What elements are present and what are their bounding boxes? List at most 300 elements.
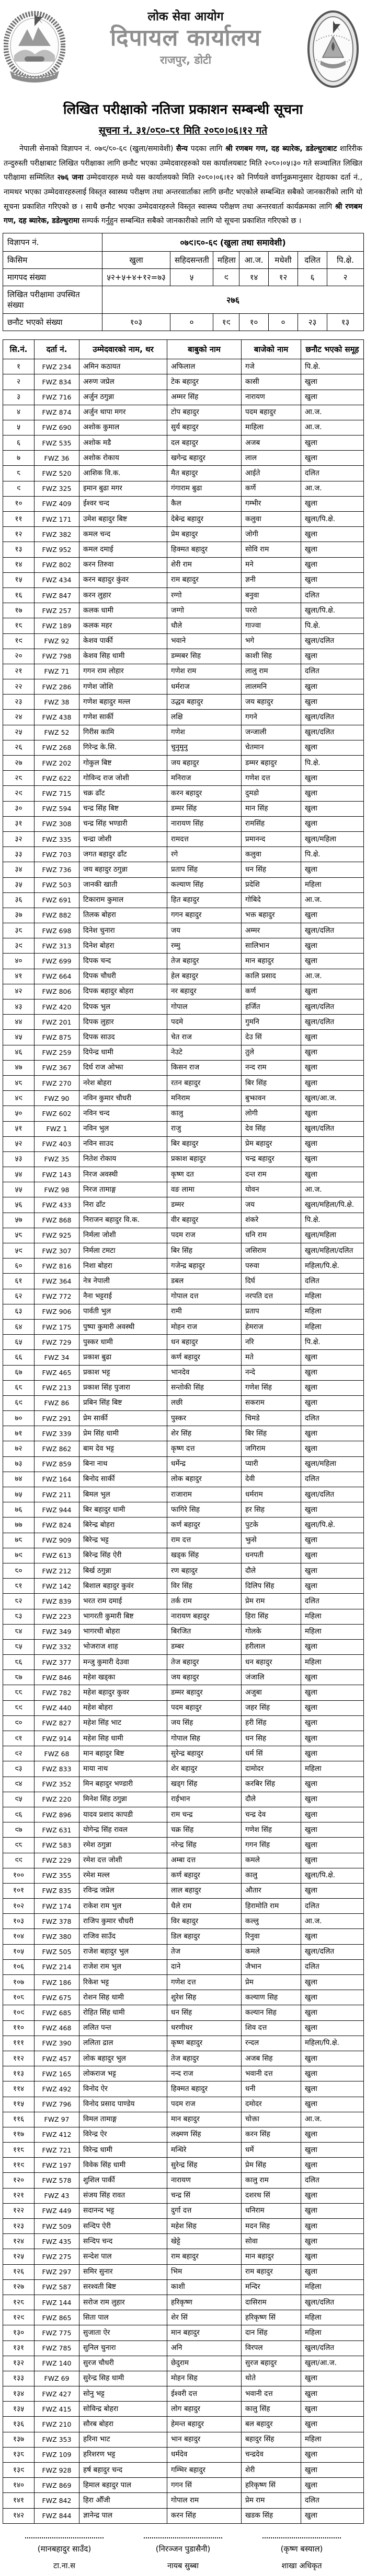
selected-group: खुला [301,2402,364,2417]
grandfather-name: हर्जित [242,999,301,1015]
serial-number: ७७ [3,1518,35,1533]
registration-number: FWZ 38 [35,695,79,710]
grandfather-name: हिरा सिंह [242,1609,301,1624]
table-row [3,969,364,984]
candidate-name: करन बहादुर कुंवर [79,572,167,587]
father-name: चक्र सिंह [167,1822,242,1838]
selected-group: खुला [301,1579,364,1594]
table-row [3,1015,364,1030]
vacancy-summary-table [3,233,364,331]
registration-number: FWZ 438 [35,710,79,725]
table-row [3,2188,364,2203]
registration-number: FWZ 440 [35,1700,79,1715]
grandfather-name: हरिकृष्ण सिं [242,2310,301,2325]
selected-group: खुला [301,2051,364,2066]
selected-group: खुला [301,1685,364,1700]
serial-number: ६ [3,436,35,451]
selected-group: खुला [301,572,364,587]
registration-number: FWZ 703 [35,847,79,862]
candidate-name: जय बहादुर ठगुन्ना [79,862,167,877]
candidate-name: भोजराज शाह [79,1639,167,1654]
serial-number: ११४ [3,2081,35,2097]
table-row [3,587,364,603]
grandfather-name: शंकरे [242,1213,301,1228]
table-header-row [3,340,364,359]
registration-number: FWZ 174 [35,1899,79,1914]
candidate-name: ललिता द्राल [79,2036,167,2051]
candidate-name: सौरब बोहरा [79,2417,167,2432]
father-name: रामी [167,1304,242,1319]
selected-group: दलित [301,1899,364,1914]
selected-group: खुला [301,695,364,710]
father-name: धरणीधर [167,2020,242,2036]
candidate-name: सुनिल चुनारा [79,2340,167,2356]
father-name: शेर सिं [167,2310,242,2325]
grandfather-name: गुमनि [242,1015,301,1030]
table-row [3,1182,364,1197]
serial-number: ३४ [3,862,35,877]
father-name: राम बहादुर [167,572,242,587]
serial-number: ६३ [3,1304,35,1319]
selected-group: खुला/पि.क्षे. [301,603,364,618]
serial-number: ९९ [3,1853,35,1868]
intro-bold-text: सैन्य [176,145,188,153]
candidate-name: अर्जुन ठगुन्ना [79,390,167,405]
grandfather-name: कालि प्रसाद [242,969,301,984]
grandfather-name: कल्लु [242,1914,301,1929]
attendance-count: २७६ [102,286,364,314]
selected-group: खुला [301,1365,364,1380]
serial-number: ११७ [3,2127,35,2142]
signature-block [12,2537,117,2571]
candidate-name: मिनेश सिंह ठगुन्ना [79,1792,167,1807]
selected-group: महिला [301,877,364,892]
serial-number: ४७ [3,1060,35,1075]
registration-number: FWZ 380 [35,1929,79,1944]
table-row [3,2219,364,2234]
selected-group: खुला [301,1075,364,1090]
candidate-name: दिर्घ राज ओझा [79,1060,167,1075]
candidate-name: मिन बहादुर भण्डारी [79,1777,167,1792]
candidate-name: करन तिरुवा [79,557,167,572]
table-row [3,451,364,466]
registration-number: FWZ 378 [35,1914,79,1929]
candidate-name: प्रेम सिंह धामी [79,1426,167,1441]
intro-paragraph [4,142,362,229]
father-name: नरेन्द्र सिंह [167,1838,242,1853]
registration-number: FWZ 223 [35,1609,79,1624]
table-row [3,1121,364,1136]
serial-number: ३२ [3,831,35,846]
father-name: जय [167,923,242,938]
table-row [3,786,364,801]
serial-number: ७४ [3,1472,35,1487]
table-row [3,2143,364,2158]
selected-group: खुला [301,2020,364,2036]
candidate-name: निरज अवस्थी [79,1167,167,1182]
father-name: मनिराज [167,771,242,786]
serial-number: ६२ [3,1289,35,1304]
grandfather-name: धर्मराम [242,1487,301,1502]
summary-row-kisim [3,252,364,269]
signature-dotted-line [144,2537,222,2538]
selected-group: खुला/पि.क्षे. [301,1518,364,1533]
candidate-name: चक्र ढाँट [79,786,167,801]
serial-number: १०८ [3,1990,35,2005]
selected-group: खुला [301,1777,364,1792]
registration-number: FWZ 869 [35,2478,79,2493]
registration-number: FWZ 520 [35,466,79,481]
father-name: जग्गो [167,603,242,618]
grandfather-name: देव सिंह [242,1121,301,1136]
masthead [3,6,363,94]
selected-group: खुला [301,1807,364,1822]
table-row [3,2203,364,2218]
summary-row-magpad [3,269,364,286]
father-name: लाल बहादुर [167,1883,242,1898]
candidate-name: बिरेन्द्र भट्ट [79,1533,167,1548]
selected-group: खुला [301,1060,364,1075]
candidate-name: दिपक भुल [79,999,167,1015]
selected-group: खुला [301,390,364,405]
candidate-name: शुशिल पार्की [79,2173,167,2188]
table-row [3,1639,364,1654]
grandfather-name: लालमनि [242,679,301,695]
registration-number: FWZ 355 [35,1868,79,1883]
selected-group: महिला/पि.क्षे. [301,2036,364,2051]
table-row [3,1197,364,1213]
father-name: डम्मबर सिह [167,649,242,664]
grandfather-name: दमोदर [242,2097,301,2112]
grandfather-name: कालु [242,1868,301,1883]
registration-number: FWZ 202 [35,756,79,771]
table-row [3,954,364,969]
grandfather-name: चन्द्र देव [242,1807,301,1822]
father-name: काशी [167,2279,242,2295]
candidate-name: दिपक चौधरी [79,969,167,984]
grandfather-name: चन्द्रदेव [242,2447,301,2462]
registration-number: FWZ 449 [35,2203,79,2218]
candidate-name: गोविन्द राज जोशी [79,771,167,786]
table-row [3,938,364,954]
grandfather-name: खडक सिंह [242,2508,301,2523]
grandfather-name: करबिर सिंह [242,1777,301,1792]
candidate-name: जगत बहादुर ढाँट [79,847,167,862]
summary-row-upasthit [3,286,364,314]
grandfather-name: मान सिंह [242,801,301,816]
father-name: भान बहादुर [167,2432,242,2447]
grandfather-name: जैभान [242,1959,301,1974]
father-name: राम बहादुर [167,2249,242,2264]
grandfather-name: धनपती [242,1548,301,1563]
father-name: करन बहादुर [167,786,242,801]
selected-group: महिला/पि.क्षे. [301,1258,364,1274]
grandfather-name: अजुबा [242,1685,301,1700]
table-row [3,1624,364,1639]
registration-number: FWZ 140 [35,2356,79,2371]
grandfather-name: प्रताप [242,1304,301,1319]
candidate-name: सिता पाल [79,2310,167,2325]
table-row [3,2356,364,2371]
column-header: बाजेको नाम [242,340,301,359]
registration-number: FWZ 390 [35,2036,79,2051]
registration-number: FWZ 457 [35,2051,79,2066]
registration-number: FWZ 332 [35,1639,79,1654]
serial-number: १४० [3,2478,35,2493]
father-name: लोक बहादुर [167,1472,242,1487]
selected-group: खुला [301,740,364,755]
table-row [3,984,364,999]
candidate-name: बाम देव भट्ट [79,1441,167,1456]
table-row [3,771,364,786]
table-row [3,1899,364,1914]
selected-group: खुला [301,679,364,695]
registration-number: FWZ 286 [35,679,79,695]
serial-number: १२१ [3,2188,35,2203]
serial-number: ३७ [3,908,35,923]
selected-group: खुला [301,1395,364,1410]
father-name: डम्मर बहादुर [167,1685,242,1700]
table-row [3,1715,364,1731]
registration-number: FWZ 715 [35,786,79,801]
serial-number: ८४ [3,1624,35,1639]
selected-group: खुला [301,862,364,877]
table-row [3,618,364,633]
registration-number: FWZ 257 [35,603,79,618]
serial-number: ११२ [3,2051,35,2066]
serial-number: ६० [3,1258,35,1274]
candidate-name: ज्ञानेन्द्र पाल [79,2508,167,2523]
father-name: प्रकाश बहादुर [167,1151,242,1167]
grandfather-name: प्रेम सिंह [242,2158,301,2173]
table-row [3,2325,364,2340]
table-row [3,1426,364,1441]
father-name: अम्मर सिंह [167,390,242,405]
table-row [3,1594,364,1609]
registration-number: FWZ 97 [35,2112,79,2127]
serial-number: १०५ [3,1944,35,1959]
summary-row-chhanot [3,314,364,331]
selected-group: आ.ज. [301,1914,364,1929]
selected-label: छनौट भएको संख्या [3,314,102,331]
table-row [3,481,364,496]
grandfather-name: आईते [242,466,301,481]
selected-group: खुला [301,954,364,969]
table-row [3,1274,364,1289]
table-row [3,527,364,542]
intro-text: शारिरीक तन्दुरुस्ती परीक्षाबाट लिखित परीक्षाका लागि छनौट भएका उम्मेदवारहरुको यस कार्यालयबाट मिति २०८०।०५।३० गते सञ्चालित लिखित परीक्षामा सम्मिलित [4,145,362,182]
father-name: डम्बर [167,1639,242,1654]
registration-number: FWZ 268 [35,740,79,755]
candidate-name: सदानन्द भट्ट [79,2203,167,2218]
serial-number: १४२ [3,2508,35,2523]
table-row [3,1548,364,1563]
selected-group: खुला/दलित [301,710,364,725]
candidate-name: गणेश जोशि [79,679,167,695]
candidate-name: निरा ढाँट [79,1197,167,1213]
table-row [3,1746,364,1761]
candidate-name: दिपक लुहार [79,1015,167,1030]
registration-number: FWZ 492 [35,2081,79,2097]
signature-row [12,2537,354,2571]
candidate-name: हरिना भाट [79,2432,167,2447]
table-row [3,572,364,587]
father-name: हित बहादुर [167,892,242,908]
registration-number: FWZ 509 [35,2219,79,2234]
table-row [3,1731,364,1746]
serial-number: ६६ [3,1350,35,1365]
serial-number: १७ [3,603,35,618]
registration-number: FWZ 535 [35,436,79,451]
grandfather-name: गोबिदे [242,892,301,908]
selected-group: खुला/पि.क्षे. [301,1868,364,1883]
magpad-value: १२ [269,269,298,286]
grandfather-name: दासिराम [242,2295,301,2310]
registration-number: FWZ 349 [35,1624,79,1639]
serial-number: १३५ [3,2402,35,2417]
registration-number: FWZ 465 [35,1365,79,1380]
candidate-name: ललित पन्त [79,2020,167,2036]
grandfather-name: नरि [242,1335,301,1350]
serial-number: १२३ [3,2219,35,2234]
father-name: अफिलाल [167,359,242,374]
grandfather-name: जय बहादुर [242,695,301,710]
selected-group: दलित [301,1959,364,1974]
father-name: कृष्ण दत्त [167,1441,242,1456]
serial-number: ६८ [3,1380,35,1395]
table-row [3,1258,364,1274]
candidate-name: अर्जुन थापा मगर [79,405,167,420]
registration-number: FWZ 325 [35,481,79,496]
selected-group: खुला [301,1350,364,1365]
candidate-name: नविन चन्द [79,1106,167,1121]
registration-number: FWZ 622 [35,771,79,786]
grandfather-name: दिर्घ [242,1274,301,1289]
selected-group: पि.क्षे. [301,618,364,633]
father-name: डम्मर सिंह [167,801,242,816]
serial-number: ४३ [3,999,35,1015]
selected-group: खुला [301,649,364,664]
serial-number: १२६ [3,2264,35,2279]
registration-number: FWZ 833 [35,1761,79,1777]
registration-number: FWZ 335 [35,831,79,846]
serial-number: ८५ [3,1639,35,1654]
father-name: रम्मु [167,938,242,954]
kisim-label: किसिम [3,252,102,269]
selected-group: दलित [301,1274,364,1289]
registration-number: FWZ 925 [35,1228,79,1243]
serial-number: १५ [3,572,35,587]
father-name: धन सिंह [167,2005,242,2020]
father-name: गोपाल दत्त [167,1289,242,1304]
serial-number: ३१ [3,816,35,831]
table-row [3,2097,364,2112]
selected-group: खुला/दलित [301,1015,364,1030]
grandfather-name: हिरामोति राम [242,1899,301,1914]
table-row [3,740,364,755]
registration-number: FWZ 874 [35,405,79,420]
selected-group: खुला [301,2143,364,2158]
candidate-name: महेश बहादुर कुवर [79,1685,167,1700]
magpad-value: ९ [213,269,239,286]
magpad-label: मागपद संख्या [3,269,102,286]
selected-group: खुला/आ.ज. [301,2356,364,2371]
selected-group: खुला [301,2005,364,2020]
grandfather-name: हरी सिंह [242,1715,301,1731]
table-row [3,1533,364,1548]
selected-group: खुला [301,1853,364,1868]
father-name: कैल [167,496,242,511]
registration-number: FWZ 69 [35,2371,79,2386]
grandfather-name: जय [242,1197,301,1213]
selected-group: दलित [301,2173,364,2188]
registration-number: FWZ 434 [35,572,79,587]
serial-number: ९१ [3,1731,35,1746]
registration-number: FWZ 896 [35,1807,79,1822]
grandfather-name: विरपल [242,2340,301,2356]
grandfather-name: गोलके [242,1624,301,1639]
table-row [3,999,364,1015]
serial-number: ५१ [3,1121,35,1136]
table-row [3,725,364,740]
father-name: चुनुमुनु [167,740,242,755]
candidate-name: उमेश बहादुर बिष्ट [79,512,167,527]
table-row [3,1868,364,1883]
selected-group: खुला [301,1639,364,1654]
serial-number: १०४ [3,1929,35,1944]
serial-number: ५० [3,1106,35,1121]
candidate-name: सुजाता ऐर [79,2325,167,2340]
magpad-value: १४ [239,269,269,286]
serial-number: ६५ [3,1335,35,1350]
candidate-name: भागरती कुमारी बिष्ट [79,1609,167,1624]
candidate-name: निराजन बहादुर वि.क. [79,1213,167,1228]
candidate-name: दिपेन्द्र धामी [79,1045,167,1060]
serial-number: ५७ [3,1213,35,1228]
signatory-title: नायब सुब्बा [167,2561,199,2570]
father-name: फागिरे सिह [167,1502,242,1518]
table-row [3,1472,364,1487]
grandfather-name: देवी [242,1472,301,1487]
grandfather-name: धनिराम [242,2203,301,2218]
grandfather-name: रिनुवा [242,1929,301,1944]
registration-number: FWZ 98 [35,1182,79,1197]
grandfather-name: तुले [242,1045,301,1060]
selected-group: खुला [301,908,364,923]
selected-group: दलित [301,587,364,603]
grandfather-name: नारायण [242,390,301,405]
table-row [3,1441,364,1456]
father-name: हेमन्त बहादुर [167,2417,242,2432]
father-name: हिक्मत बहादुर [167,2081,242,2097]
father-name: विर बहादुर [167,1914,242,1929]
selected-group: पि.क्षे. [301,1335,364,1350]
candidate-name: दिपक बहादुर बोहरा [79,984,167,999]
father-name: प्रताप सिंह [167,862,242,877]
grandfather-name: रामसिंह [242,816,301,831]
selected-group: खुला/महिला/पि.क्षे. [301,1197,364,1213]
table-row [3,405,364,420]
candidate-name: विनोद प्रसाद पाण्डेय [79,2097,167,2112]
table-row [3,1777,364,1792]
table-row [3,1228,364,1243]
serial-number: ११ [3,512,35,527]
registration-number: FWZ 594 [35,801,79,816]
table-row [3,908,364,923]
registration-number: FWZ 846 [35,1670,79,1685]
father-name: रण बहादुर [167,1563,242,1578]
serial-number: ४४ [3,1015,35,1030]
